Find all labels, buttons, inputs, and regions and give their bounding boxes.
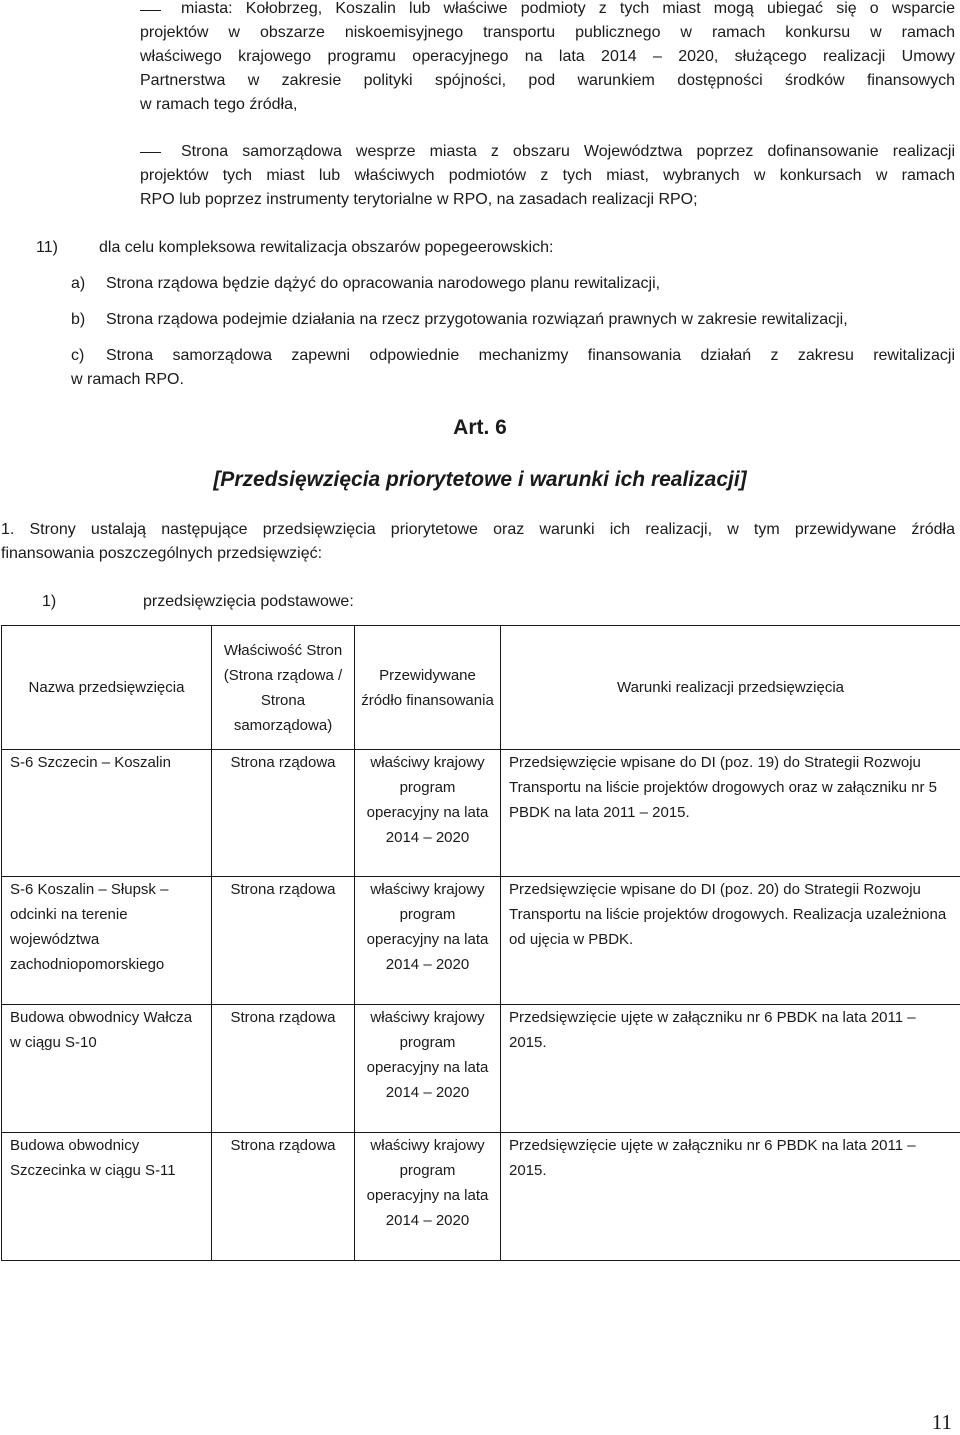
bullet-line: projektów tych miast lub właściwych podmiotów z tych miast, wybranych w konkursach w ramach — [140, 164, 955, 189]
conditions-cell: Przedsięwzięcie wpisane do DI (poz. 19) do Strategii Rozwoju Transportu na liście projektów drogowych oraz w załączniku nr 5 PBDK na lata 2011 – 2015. — [501, 750, 960, 877]
source-cell: właściwy krajowy program operacyjny na lata 2014 – 2020 — [355, 1133, 501, 1261]
sub-letter: c) — [71, 344, 84, 369]
conditions-cell: Przedsięwzięcie ujęte w załączniku nr 6 PBDK na lata 2011 – 2015. — [501, 1005, 960, 1133]
header-cell: Nazwa przedsięwzięcia — [2, 626, 212, 750]
table-row — [2, 1133, 960, 1261]
conditions-cell: Przedsięwzięcie ujęte w załączniku nr 6 PBDK na lata 2011 – 2015. — [501, 1133, 960, 1261]
paragraph-line: 1. Strony ustalają następujące przedsięwzięcia priorytetowe oraz warunki ich realizacji, w tym przewidywane źródła — [1, 518, 955, 543]
dash-bullet — [140, 152, 161, 153]
sub-letter: b) — [71, 308, 85, 333]
table-header-row — [2, 626, 960, 750]
projects-table — [1, 625, 960, 1261]
article-title: Art. 6 — [0, 416, 960, 441]
bullet-line: Strona samorządowa wesprze miasta z obszaru Województwa poprzez dofinansowanie realizacji — [181, 140, 955, 165]
sub-item-text: Strona rządowa podejmie działania na rzecz przygotowania rozwiązań prawnych w zakresie rewitalizacji, — [106, 308, 848, 333]
project-name-cell: Budowa obwodnicy Wałcza w ciągu S-10 — [2, 1005, 212, 1133]
sub-item-text: w ramach RPO. — [71, 368, 184, 393]
table-row — [2, 1005, 960, 1133]
header-cell: Przewidywane źródło finansowania — [355, 626, 501, 750]
header-cell: Właściwość Stron (Strona rządowa / Strona samorządowa) — [212, 626, 355, 750]
bullet-line: właściwego krajowego programu operacyjnego na lata 2014 – 2020, służącego realizacji Umowy — [140, 45, 955, 70]
page-number: 11 — [932, 1410, 952, 1435]
paragraph-line: finansowania poszczególnych przedsięwzięć: — [1, 542, 322, 567]
source-cell: właściwy krajowy program operacyjny na lata 2014 – 2020 — [355, 1005, 501, 1133]
project-name-cell: S-6 Koszalin – Słupsk – odcinki na terenie województwa zachodniopomorskiego — [2, 877, 212, 1005]
source-cell: właściwy krajowy program operacyjny na lata 2014 – 2020 — [355, 877, 501, 1005]
party-cell: Strona rządowa — [212, 877, 355, 1005]
list-item-text: dla celu kompleksowa rewitalizacja obszarów popegeerowskich: — [99, 236, 553, 261]
table-row — [2, 750, 960, 877]
party-cell: Strona rządowa — [212, 1133, 355, 1261]
bullet-line: miasta: Kołobrzeg, Koszalin lub właściwe podmioty z tych miast mogą ubiegać się o wsparcie — [181, 0, 955, 22]
bullet-line: Partnerstwa w zakresie polityki spójności, pod warunkiem dostępności środków finansowych — [140, 69, 955, 94]
dash-bullet — [140, 10, 161, 11]
sub-item-text: Strona samorządowa zapewni odpowiednie mechanizmy finansowania działań z zakresu rewitalizacji — [106, 344, 955, 369]
sub-item-text: Strona rządowa będzie dążyć do opracowania narodowego planu rewitalizacji, — [106, 272, 660, 297]
header-cell: Warunki realizacji przedsięwzięcia — [501, 626, 960, 750]
source-cell: właściwy krajowy program operacyjny na lata 2014 – 2020 — [355, 750, 501, 877]
project-name-cell: Budowa obwodnicy Szczecinka w ciągu S-11 — [2, 1133, 212, 1261]
article-subtitle: [Przedsięwzięcia priorytetowe i warunki ich realizacji] — [0, 468, 960, 493]
list-number: 11) — [36, 236, 58, 261]
table-row — [2, 877, 960, 1005]
list-item-text: przedsięwzięcia podstawowe: — [143, 590, 354, 615]
list-number: 1) — [42, 590, 56, 615]
conditions-cell: Przedsięwzięcie wpisane do DI (poz. 20) do Strategii Rozwoju Transportu na liście projektów drogowych. Realizacja uzależniona od ujęcia w PBDK. — [501, 877, 960, 1005]
bullet-line: w ramach tego źródła, — [140, 93, 955, 118]
party-cell: Strona rządowa — [212, 750, 355, 877]
sub-letter: a) — [71, 272, 85, 297]
bullet-line: projektów w obszarze niskoemisyjnego transportu publicznego w ramach konkursu w ramach — [140, 21, 955, 46]
project-name-cell: S-6 Szczecin – Koszalin — [2, 750, 212, 877]
party-cell: Strona rządowa — [212, 1005, 355, 1133]
bullet-line: RPO lub poprzez instrumenty terytorialne w RPO, na zasadach realizacji RPO; — [140, 188, 955, 213]
